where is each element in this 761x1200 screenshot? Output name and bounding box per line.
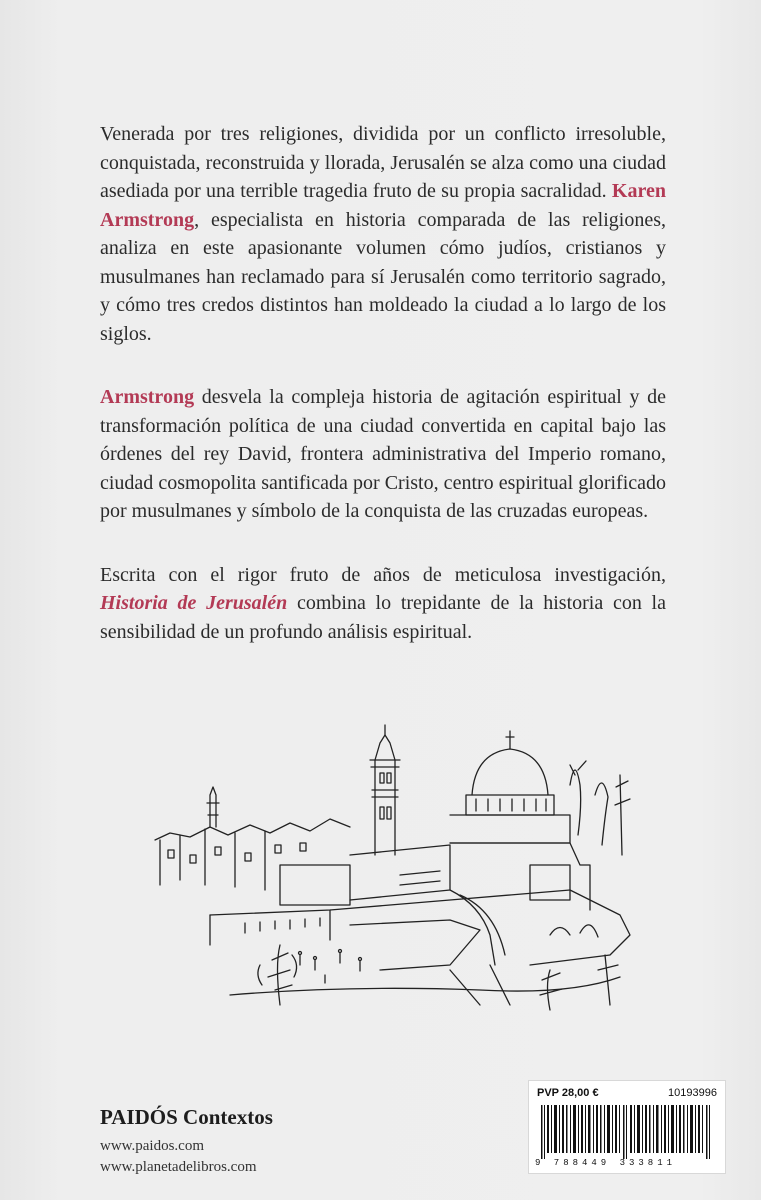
blurb-paragraph-3: [100, 561, 666, 647]
price-row: [537, 1087, 717, 1099]
publisher-block: [100, 1105, 273, 1178]
author-name: Karen Armstrong: [100, 180, 666, 231]
blurb-text: Escrita con el rigor fruto de años de meticulosa investigación,: [100, 563, 666, 586]
book-blurb: [100, 120, 666, 681]
blurb-text: combina lo trepidante de la historia con la sensibilidad de un profundo análisis espiritual.: [100, 592, 666, 643]
jerusalem-skyline-sketch-icon: [150, 715, 650, 1015]
barcode-label: [528, 1080, 726, 1174]
blurb-text: , especialista en historia comparada de las religiones, analiza en este apasionante volumen cómo judíos, cristianos y musulmanes han reclamado para sí Jerusalén como territorio sagrado, y cómo tres credos distintos han moldeado la ciudad a lo largo de los siglos.: [100, 208, 666, 345]
isbn-digits: 9 788449 333811: [535, 1158, 677, 1168]
price-text: PVP 28,00 €: [537, 1087, 599, 1099]
product-code: 10193996: [668, 1087, 717, 1099]
blurb-paragraph-2: [100, 383, 666, 526]
book-title: Historia de Jerusalén: [100, 592, 288, 614]
barcode-icon: [537, 1105, 717, 1159]
blurb-text: Venerada por tres religiones, dividida por un conflicto irresoluble, conquistada, reconstruida y llorada, Jerusalén se alza como una ciudad asediada por una terrible tragedia fruto de su propia sacralidad.: [100, 123, 666, 202]
blurb-paragraph-1: [100, 120, 666, 348]
blurb-text: desvela la compleja historia de agitación espiritual y de transformación política de una ciudad convertida en capital bajo las órdenes del rey David, frontera administrativa del Imperio romano, ciudad cosmopolita santificada por Cristo, centro espiritual glorificado por musulmanes y símbolo de la conquista de las cruzadas europeas.: [100, 386, 666, 522]
publisher-url: www.paidos.com: [100, 1138, 205, 1154]
author-name: Armstrong: [100, 386, 195, 408]
publisher-url: www.planetadelibros.com: [100, 1159, 257, 1175]
publisher-brand: PAIDÓS Contextos: [100, 1105, 273, 1129]
